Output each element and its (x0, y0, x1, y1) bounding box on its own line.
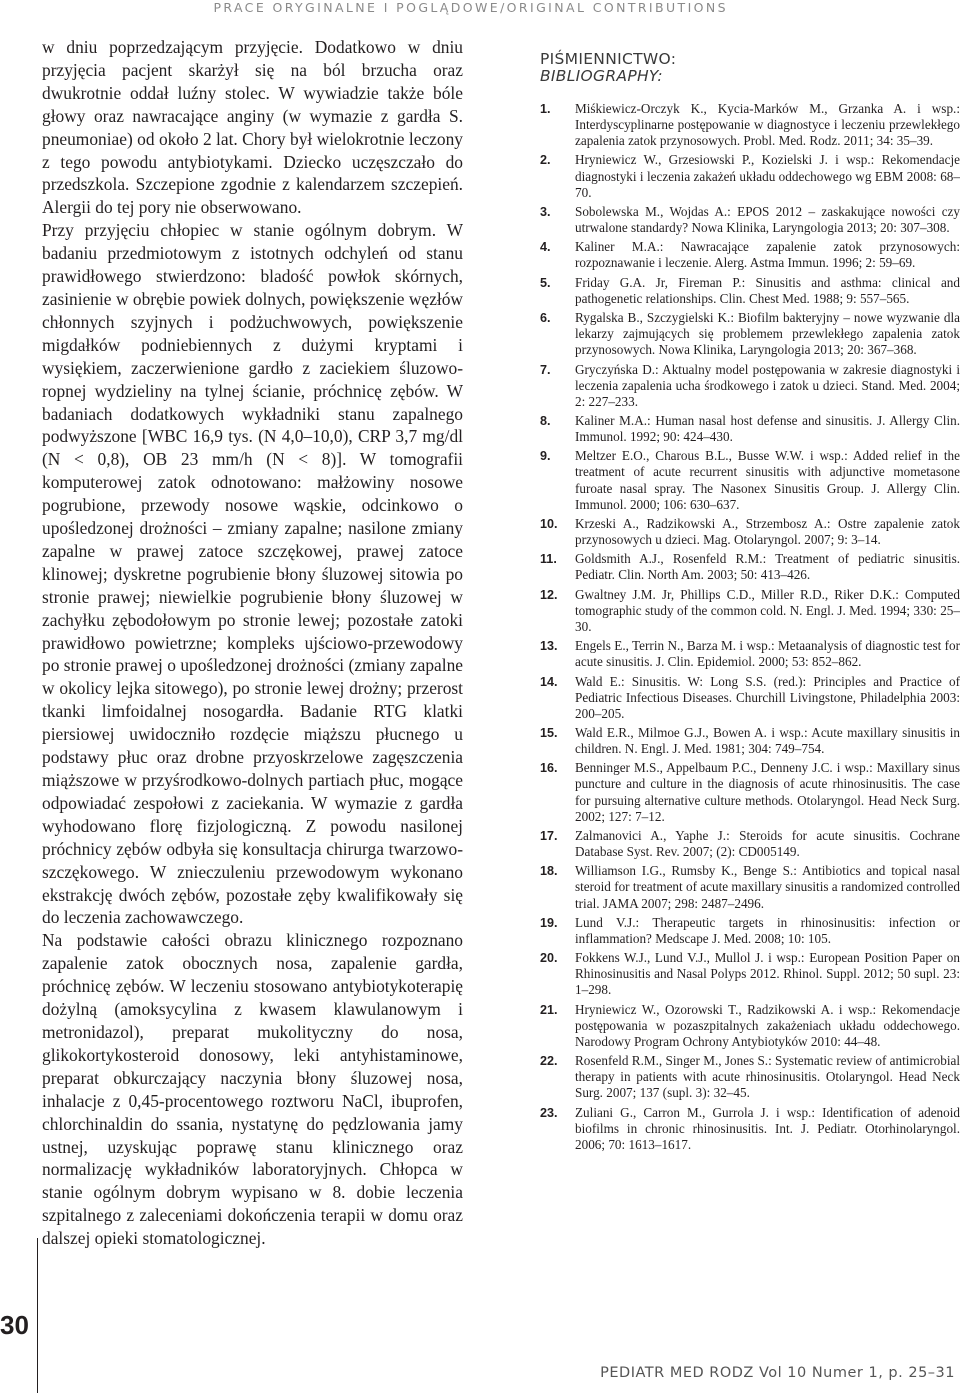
reference-number: 22. (540, 1054, 558, 1069)
reference-item (540, 760, 960, 824)
reference-text: Kaliner M.A.: Human nasal host defense and sinusitis. J. Allergy Clin. Immunol. 1992; 90: 424–430. (575, 413, 960, 445)
reference-item (540, 863, 960, 911)
reference-item (540, 638, 960, 670)
reference-text: Rosenfeld R.M., Singer M., Jones S.: Systematic review of antimicrobial therapy in patients with acute rhinosinusitis. Otolaryngol. Head Neck Surg. 2007; 137 (supl. 3): 32–45. (575, 1053, 960, 1101)
reference-number: 8. (540, 414, 551, 428)
reference-item (540, 239, 960, 271)
reference-text: Friday G.A. Jr, Fireman P.: Sinusitis and asthma: clinical and pathogenetic relationships. Clin. Chest Med. 1988; 9: 557–565. (575, 274, 960, 306)
reference-text: Benninger M.S., Appelbaum P.C., Denneny J.C. i wsp.: Maxillary sinus puncture and culture in the diagnosis of acute rhinosinusitis. The case for pursuing alternative culture methods. Otolaryngol. Head Neck Surg. 2002; 127: 7–12. (575, 760, 960, 824)
margin-rule (37, 1238, 38, 1393)
reference-item (540, 101, 960, 149)
reference-item (540, 204, 960, 236)
references-section (540, 51, 960, 1156)
reference-text: Hryniewicz W., Ozorowski T., Radzikowski A. i wsp.: Rekomendacje postępowania w pozaszpitalnych zakażeniach układu oddechowego. Narodowy Program Ochrony Antybiotyków 2010: 44–48. (575, 1001, 960, 1049)
reference-number: 11. (540, 552, 557, 567)
reference-number: 6. (540, 311, 551, 326)
reference-item (540, 674, 960, 722)
page-number: 30 (0, 1310, 29, 1340)
journal-footer: PEDIATR MED RODZ Vol 10 Numer 1, p. 25–31 (600, 1365, 955, 1381)
reference-text: Wald E.: Sinusitis. W: Long S.S. (red.): Principles and Practice of Pediatric Infectious Diseases. Churchill Livingstone, Philadelphia 2003: 200–205. (575, 673, 960, 721)
reference-item (540, 551, 960, 583)
reference-number: 20. (540, 951, 558, 966)
reference-number: 23. (540, 1105, 558, 1120)
reference-item (540, 152, 960, 200)
reference-number: 7. (540, 362, 551, 377)
reference-number: 13. (540, 639, 558, 654)
references-heading-pl: PIŚMIENNICTWO: (540, 50, 677, 68)
reference-item (540, 275, 960, 307)
reference-number: 16. (540, 761, 558, 776)
reference-item (540, 310, 960, 358)
reference-text: Hryniewicz W., Grzesiowski P., Kozielski J. i wsp.: Rekomendacje diagnostyki i leczenia zakażeń układu oddechowego wg EBM 2008: 68–70. (575, 152, 960, 200)
reference-number: 3. (540, 204, 551, 219)
reference-text: Miśkiewicz-Orczyk K., Kycia-Marków M., Grzanka A. i wsp.: Interdyscyplinarne postępowanie w diagnostyce i leczeniu przewlekłego zapalenia zatok przynosowych. Probl. Med. Rodz. 2011; 34: 35–39. (575, 101, 960, 149)
reference-text: Krzeski A., Radzikowski A., Strzembosz A.: Ostre zapalenie zatok przynosowych u dzieci. Mag. Otolaryngol. 2007; 9: 3–14. (575, 515, 960, 548)
reference-item (540, 516, 960, 548)
reference-text: Zuliani G., Carron M., Gurrola J. i wsp.: Identification of adenoid biofilms in chronic rhinosinusitis. Int. J. Pediatr. Otorhinolaryngol. 2006; 70: 1613–1617. (575, 1104, 960, 1152)
reference-text: Sobolewska M., Wojdas A.: EPOS 2012 – zaskakujące nowości czy utrwalone standardy? Nowa Klinika, Laryngologia 2013; 20: 307–308. (575, 203, 960, 236)
reference-text: Gwaltney J.M. Jr, Phillips C.D., Miller R.D., Riker D.K.: Computed tomographic study of the common cold. N. Engl. J. Med. 1994; 330: 25–30. (575, 586, 960, 634)
body-paragraph-3: Na podstawie całości obrazu klinicznego rozpoznano zapalenie zatok obocznych nosa, zapalenie gardła, próchnicę zębów. W leczeniu stosowano antybiotykoterapię dożylną (amoksycylina z kwasem klawulanowym i metronidazol), preparat mukolityczny do nosa, glikokortykosteroid donosowy, leki antyhistaminowe, preparat obkurczający naczynia błony śluzowej nosa, inhalacje z 0,45-procentowego roztworu NaCl, ibuprofen, chlorchinaldin do ssania, nystatynę do pędzlowania jamy ustnej, uzyskując poprawę stanu klinicznego oraz normalizację wykładników laboratoryjnych. Chłopca w stanie ogólnym dobrym wypisano w 8. dobie leczenia szpitalnego z zaleceniami dokończenia terapii w domu oraz dalszej opieki stomatologicznej. (42, 930, 463, 1249)
reference-number: 5. (540, 275, 551, 290)
running-header: PRACE ORYGINALNE I POGLĄDOWE/ORIGINAL CONTRIBUTIONS (213, 0, 728, 15)
reference-number: 12. (540, 587, 558, 602)
reference-item (540, 587, 960, 635)
reference-text: Goldsmith A.J., Rosenfeld R.M.: Treatment of pediatric sinusitis. Pediatr. Clin. North Am. 2003; 50: 413–426. (575, 551, 960, 583)
reference-text: Zalmanovici A., Yaphe J.: Steroids for acute sinusitis. Cochrane Database Syst. Rev. 2007; (2): CD005149. (575, 827, 960, 860)
reference-number: 4. (540, 240, 551, 255)
reference-text: Wald E.R., Milmoe G.J., Bowen A. i wsp.: Acute maxillary sinusitis in children. N. Engl. J. Med. 1981; 304: 749–754. (575, 725, 960, 757)
reference-number: 9. (540, 449, 551, 464)
references-heading-en: BIBLIOGRAPHY: (540, 67, 663, 85)
reference-number: 18. (540, 864, 558, 879)
reference-item (540, 725, 960, 757)
reference-item (540, 413, 960, 445)
reference-item (540, 950, 960, 998)
references-heading (540, 51, 960, 85)
reference-text: Kaliner M.A.: Nawracające zapalenie zatok przynosowych: rozpoznawanie i leczenie. Alerg. Astma Immun. 1996; 2: 59–69. (575, 239, 960, 271)
reference-number: 10. (540, 516, 558, 531)
reference-number: 21. (540, 1002, 558, 1017)
reference-text: Lund V.J.: Therapeutic targets in rhinosinusitis: infection or inflammation? Medscape J. Med. 2008; 10: 105. (575, 914, 960, 946)
reference-number: 17. (540, 828, 558, 843)
body-column (42, 36, 463, 1250)
reference-list (540, 101, 960, 1153)
reference-item (540, 915, 960, 947)
reference-item (540, 448, 960, 512)
reference-text: Rygalska B., Szczygielski K.: Biofilm bakteryjny – nowe wyzwanie dla lekarzy zajmujących się problemem przewlekłego zapalenia zatok przynosowych. Nowa Klinika, Laryngologia 2013; 20: 367–368. (575, 310, 960, 358)
reference-text: Williamson I.G., Rumsby K., Benge S.: Antibiotics and topical nasal steroid for treatment of acute maxillary sinusitis a randomized controlled trial. JAMA 2007; 298: 2487–2496. (575, 863, 960, 911)
reference-text: Meltzer E.O., Charous B.L., Busse W.W. i wsp.: Added relief in the treatment of acute recurrent sinusitis with adjunctive mometasone furoate nasal spray. The Nasonex Sinusitis Group. J. Allergy Clin. Immunol. 2000; 106: 630–637. (575, 448, 960, 512)
reference-item (540, 1002, 960, 1050)
reference-item (540, 362, 960, 410)
reference-number: 15. (540, 726, 558, 740)
body-paragraph-2: Przy przyjęciu chłopiec w stanie ogólnym dobrym. W badaniu przedmiotowym z istotnych odchyleń od stanu prawidłowego stwierdzono: bladość powłok skórnych, zasinienie w obrębie powiek dolnych, powiększenie węzłów chłonnych szyjnych i podżuchwowych, powiększenie migdałków podniebiennych z dużymi kryptami i wysiękiem, zaczerwienione gardło z zaciekiem śluzowo-ropnej wydzieliny na tylnej ścianie, próchnicę zębów. W badaniach dodatkowych wykładniki stanu zapalnego podwyższone [WBC 16,9 tys. (N 4,0–10,0), CRP 3,7 mg/dl (N < 0,8), OB 23 mm/h (N < 8)]. W tomografii komputerowej zatok odnotowano: małżowiny nosowe pogrubione, przewody nosowe wąskie, odcinkowo o upośledzonej drożności – zmiany zapalne; nasilone zmiany zapalne w prawej zatoce szczękowej, prawej zatoce klinowej; dyskretne pogrubienie błony śluzowej sitowia po stronie prawej; niewielkie pogrubienie błony śluzowej w zachyłku zębodołowym po stronie lewej; pozostałe zatoki prawidłowo powietrzne; kompleks ujściowo-przewodowy po stronie prawej o upośledzonej drożności (zmiany zapalne w okolicy lejka sitowego), po stronie lewej drożny; przerost tkanki limfoidalnej nosogardła. Badanie RTG klatki piersiowej uwidoczniło rozdęcie miąższu płucnego u podstawy płuc oraz drobne przyoskrzelowe zagęszczenia miąższowe w przyśrodkowo-dolnych partiach płuc, mogące odpowiadać zespołowi z zaciekania. W wymazie z gardła wyhodowano florę fizjologiczną. Z powodu nasilonej próchnicy zębów odbyła się konsultacja chirurga twarzowo-szczękowego. W znieczuleniu przewodowym wykonano ekstrakcję dwóch zębów, pozostałe zęby kwalifikowały się do leczenia zachowawczego. (42, 220, 463, 928)
reference-item (540, 828, 960, 860)
reference-number: 1. (540, 102, 551, 116)
reference-text: Fokkens W.J., Lund V.J., Mullol J. i wsp.: European Position Paper on Rhinosinusitis and Nasal Polyps 2012. Rhinol. Suppl. 2012; 50 supl. 23: 1–298. (575, 950, 960, 998)
reference-item (540, 1053, 960, 1101)
reference-item (540, 1105, 960, 1153)
reference-number: 14. (540, 674, 558, 689)
body-paragraph-1: w dniu poprzedzającym przyjęcie. Dodatkowo w dniu przyjęcia pacjent skarżył się na ból brzucha oraz dwukrotnie oddał luźny stolec. W wywiadzie także bóle głowy oraz nawracające anginy (w wymazie z gardła S. pneumoniae) od około 2 lat. Chory był wielokrotnie leczony z tego powodu antybiotykami. Dziecko uczęszczało do przedszkola. Szczepione zgodnie z kalendarzem szczepień. Alergii do tej pory nie obserwowano. (42, 37, 463, 218)
reference-number: 19. (540, 915, 558, 930)
reference-text: Gryczyńska D.: Aktualny model postępowania w zakresie diagnostyki i leczenia zapalenia ucha środkowego i zatok u dzieci. Stand. Med. 2004; 2: 227–233. (575, 361, 960, 409)
reference-number: 2. (540, 153, 551, 168)
reference-text: Engels E., Terrin N., Barza M. i wsp.: Metaanalysis of diagnostic test for acute sinusitis. J. Clin. Epidemiol. 2000; 53: 852–862. (575, 638, 960, 670)
